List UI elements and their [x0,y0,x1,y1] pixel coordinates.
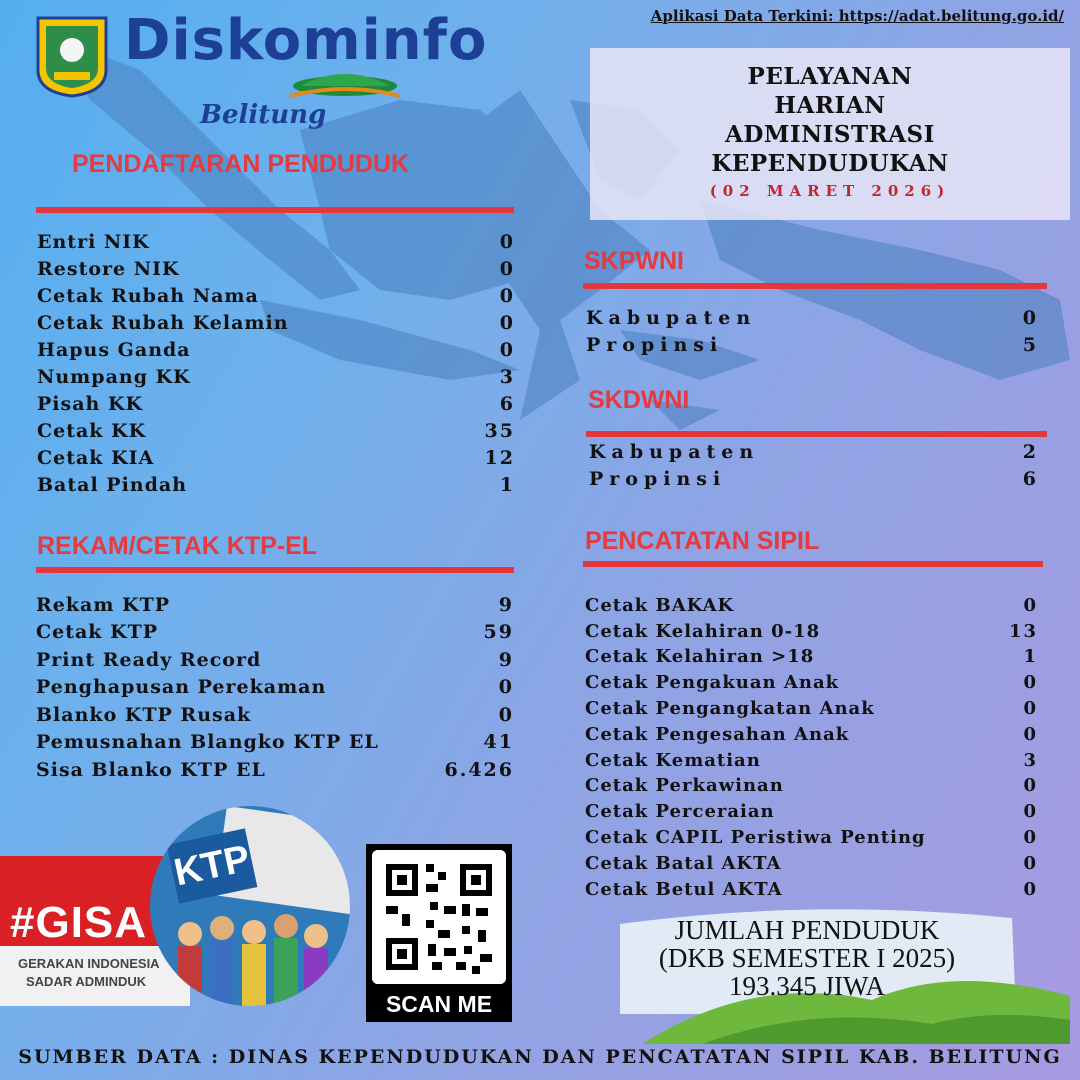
skpwni-list [586,302,1038,356]
row-value: 0 [1023,723,1038,745]
palm-trees-icon [290,52,400,98]
list-item [585,590,1038,616]
row-label: Pemusnahan Blangko KTP EL [36,731,379,753]
list-item [585,771,1038,797]
section-title-skpwni: SKPWNI [584,247,684,275]
row-value: 0 [499,258,515,280]
row-label: Propinsi [589,468,727,490]
list-item [37,280,515,307]
row-label: Cetak KIA [37,447,155,469]
row-value: 2 [1022,441,1038,463]
row-label: Cetak Pengesahan Anak [585,723,850,745]
list-item [36,698,514,726]
row-label: Cetak Rubah Kelamin [37,312,289,334]
row-label: Cetak Batal AKTA [585,852,782,874]
belitung-crest-icon [34,14,110,98]
row-label: Kabupaten [586,307,757,329]
section-title-ktp: REKAM/CETAK KTP-EL [37,532,318,560]
row-value: 9 [498,648,514,671]
row-value: 0 [1023,826,1038,848]
data-source-footer: SUMBER DATA : DINAS KEPENDUDUKAN DAN PENCATATAN SIPIL KAB. BELITUNG [18,1046,1062,1068]
list-item [585,616,1038,642]
row-value: 3 [499,366,515,388]
row-value: 0 [499,231,515,253]
row-label: Cetak Kelahiran >18 [585,646,815,668]
row-value: 1 [499,474,515,496]
skdwni-list [589,436,1038,490]
row-value: 5 [1022,334,1038,356]
list-item [585,745,1038,771]
row-label: Cetak Kelahiran 0-18 [585,620,821,642]
diskominfo-logo-text: Diskominfo [124,8,488,73]
row-value: 0 [1022,307,1038,329]
list-item [37,253,515,280]
ktp-list [36,588,514,781]
list-item [36,588,514,616]
section-rule [583,561,1043,567]
list-item [585,667,1038,693]
row-label: Penghapusan Perekaman [36,676,327,698]
title-line-3: ADMINISTRASI [725,121,935,148]
row-label: Cetak Perkawinan [585,775,784,797]
gisa-subtitle-1: GERAKAN INDONESIA [18,956,160,971]
list-item [586,302,1038,329]
list-item [37,361,515,388]
row-value: 3 [1023,749,1038,771]
row-value: 0 [1023,775,1038,797]
list-item [585,848,1038,874]
list-item [585,796,1038,822]
row-value: 0 [499,339,515,361]
scan-me-label: SCAN ME [385,991,493,1017]
population-total: 193.345 JIWA [729,971,885,1001]
qr-code-icon [372,850,506,984]
row-value: 6.426 [444,758,514,781]
row-label: Cetak Kematian [585,749,761,771]
row-value: 1 [1023,646,1038,668]
pendaftaran-list [37,226,515,496]
list-item [37,469,515,496]
list-item [585,822,1038,848]
row-label: Cetak Pengangkatan Anak [585,697,875,719]
row-label: Restore NIK [37,258,180,280]
row-value: 0 [1023,697,1038,719]
row-label: Cetak Betul AKTA [585,878,783,900]
row-label: Cetak Perceraian [585,801,775,823]
row-label: Hapus Ganda [37,339,191,361]
row-label: Numpang KK [37,366,191,388]
row-label: Pisah KK [37,393,143,415]
ktp-word: KTP [167,828,258,903]
row-value: 0 [1023,672,1038,694]
section-rule [583,283,1047,289]
list-item [585,874,1038,900]
row-label: Sisa Blanko KTP EL [36,758,266,781]
gisa-hashtag: #GISA [10,898,148,947]
list-item [586,329,1038,356]
row-value: 0 [498,676,514,698]
row-label: Cetak BAKAK [585,594,735,616]
list-item [36,726,514,754]
list-item [585,719,1038,745]
row-value: 0 [499,285,515,307]
list-item [37,226,515,253]
row-value: 59 [483,621,514,643]
row-label: Blanko KTP Rusak [36,703,252,726]
list-item [585,642,1038,668]
row-value: 6 [499,393,515,415]
row-value: 9 [498,593,514,616]
row-value: 41 [483,731,514,753]
report-date: (02 MARET 2026) [709,182,951,200]
list-item [36,753,514,781]
crowd-icon [150,806,350,1006]
row-label: Batal Pindah [37,474,188,496]
row-label: Entri NIK [37,231,150,253]
title-line-2: HARIAN [774,92,886,119]
app-link[interactable]: Aplikasi Data Terkini: https://adat.belitung.go.id/ [650,7,1064,25]
gisa-subtitle-2: SADAR ADMINDUK [26,974,147,989]
population-text [612,916,1002,1000]
row-value: 12 [484,447,515,469]
title-line-1: PELAYANAN [747,63,913,90]
row-value: 0 [1023,852,1038,874]
ktp-illustration [150,806,350,1006]
title-line-4: KEPENDUDUKAN [711,150,949,177]
sipil-list [585,590,1038,900]
title-box [590,48,1070,220]
list-item [37,334,515,361]
list-item [589,463,1038,490]
row-value: 0 [1023,594,1038,616]
list-item [36,616,514,644]
list-item [37,307,515,334]
row-value: 0 [499,312,515,334]
section-rule [36,207,514,213]
belitung-logo-subtext: Belitung [200,100,327,130]
qr-code[interactable] [366,844,512,1022]
row-label: Print Ready Record [36,648,262,671]
list-item [585,693,1038,719]
section-rule [36,567,514,573]
row-value: 0 [1023,801,1038,823]
row-label: Propinsi [586,334,724,356]
section-title-pendaftaran: PENDAFTARAN PENDUDUK [72,150,410,178]
population-line-1: JUMLAH PENDUDUK [674,915,940,945]
list-item [37,442,515,469]
row-value: 0 [1023,878,1038,900]
list-item [589,436,1038,463]
row-value: 6 [1022,468,1038,490]
row-value: 0 [498,703,514,726]
row-label: Cetak KTP [36,621,159,643]
population-line-2: (DKB SEMESTER I 2025) [658,943,956,973]
row-label: Cetak Rubah Nama [37,285,259,307]
list-item [37,415,515,442]
row-label: Kabupaten [589,441,760,463]
section-title-skdwni: SKDWNI [588,386,690,414]
row-value: 13 [1008,620,1038,642]
row-label: Cetak CAPIL Peristiwa Penting [585,826,926,848]
population-banner [612,904,1070,1044]
list-item [37,388,515,415]
list-item [36,671,514,699]
section-title-sipil: PENCATATAN SIPIL [585,527,820,555]
row-label: Cetak KK [37,420,147,442]
row-label: Rekam KTP [36,593,171,616]
row-label: Cetak Pengakuan Anak [585,672,840,694]
list-item [36,643,514,671]
row-value: 35 [484,420,515,442]
